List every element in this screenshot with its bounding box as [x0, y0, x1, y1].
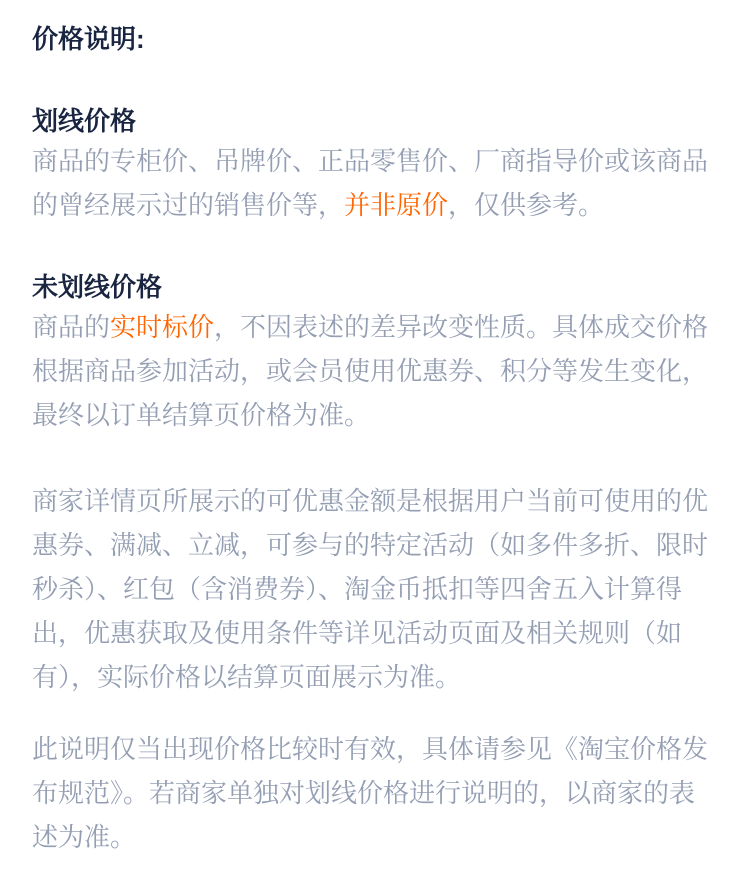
- section-heading-strikethrough-price: 划线价格: [32, 106, 137, 136]
- section-strikethrough-price: [32, 103, 718, 227]
- text-segment: 商品的专柜价、吊牌价、正品零售价、厂商指导价或该商品的曾经展示过的销售价等，: [32, 146, 709, 220]
- text-segment: 此说明仅当出现价格比较时有效，具体请参见《淘宝价格发布规范》。若商家单独对划线价格进行说明的，以商家的表述为准。: [32, 734, 709, 852]
- section-unstrikethrough-price: [32, 269, 718, 437]
- text-segment: 商品的: [32, 312, 111, 342]
- highlight-not-original-price: 并非原价: [344, 190, 449, 220]
- section-heading-unstrikethrough-price: 未划线价格: [32, 272, 163, 302]
- page-title: 价格说明:: [32, 24, 145, 54]
- section-validity-note: [32, 727, 718, 859]
- text-segment: 商家详情页所展示的可优惠金额是根据用户当前可使用的优惠券、满减、立减，可参与的特定活动（如多件多折、限时秒杀）、红包（含消费券）、淘金币抵扣等四舍五入计算得出，优惠获取及使用条件等详见活动页面及相关规则（如有），实际价格以结算页面展示为准。: [32, 486, 709, 692]
- paragraph-unstrikethrough-price: [32, 305, 718, 437]
- paragraph-validity-note: [32, 727, 718, 859]
- section-discount-amount: [32, 479, 718, 699]
- text-segment: ，仅供参考。: [448, 190, 605, 220]
- paragraph-strikethrough-price: [32, 139, 718, 227]
- paragraph-discount-amount: [32, 479, 718, 699]
- text-segment: ，不因表述的差异改变性质。具体成交价格根据商品参加活动，或会员使用优惠券、积分等发生变化，最终以订单结算页价格为准。: [32, 312, 709, 430]
- highlight-realtime-price: 实时标价: [110, 312, 215, 342]
